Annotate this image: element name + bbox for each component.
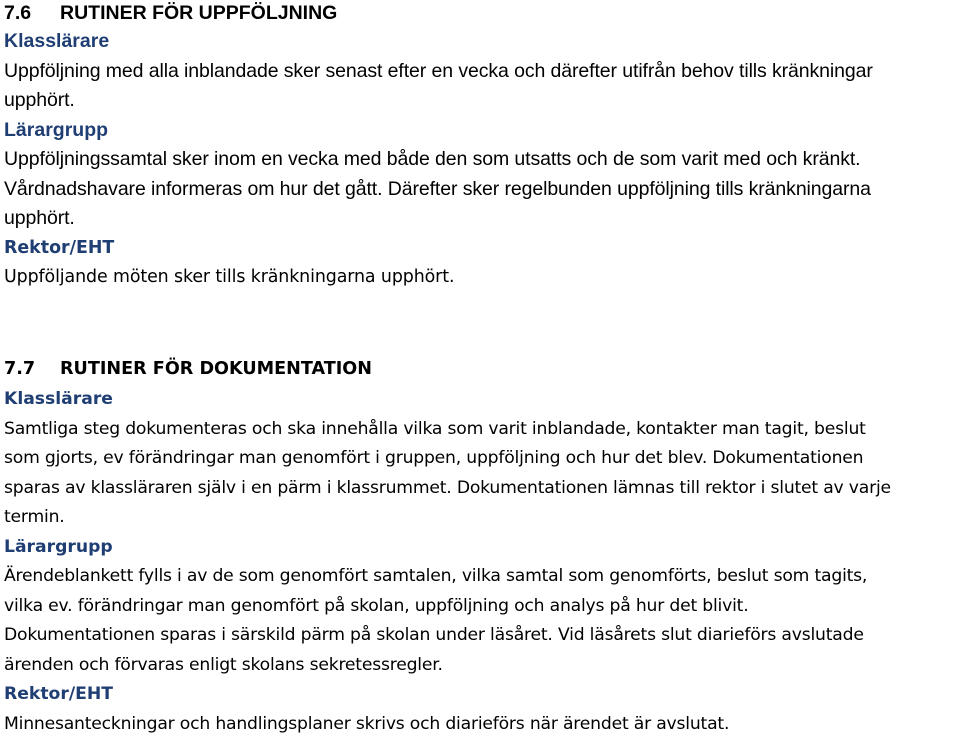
paragraph-line: vilka ev. förändringar man genomfört på skolan, uppföljning och analys på hur det blivit. xyxy=(4,595,749,616)
paragraph-line: upphört. xyxy=(4,89,75,111)
paragraph-line: Vårdnadshavare informeras om hur det gått. Därefter sker regelbunden uppföljning tills kränkningarna xyxy=(4,177,871,200)
paragraph-klasslarare xyxy=(4,415,954,533)
section-heading xyxy=(4,354,954,384)
paragraph-line: sparas av klassläraren själv i en pärm i klassrummet. Dokumentationen lämnas till rektor i slutet av varje xyxy=(4,477,891,498)
role-heading-rektor-eht: Rektor/EHT xyxy=(4,684,113,704)
section-dokumentation xyxy=(4,354,954,739)
paragraph-rektor-eht xyxy=(4,710,954,740)
paragraph-line: Dokumentationen sparas i särskild pärm på skolan under läsåret. Vid läsårets slut diarieförs avslutade xyxy=(4,625,864,645)
paragraph-rektor-eht xyxy=(4,263,954,293)
role-heading-larargrupp: Lärargrupp xyxy=(4,536,113,557)
paragraph-line: Ärendeblankett fylls i av de som genomfört samtalen, vilka samtal som genomförts, beslut som tagits, xyxy=(4,566,868,586)
section-title: RUTINER FÖR DOKUMENTATION xyxy=(60,359,372,379)
section-number: 7.7 xyxy=(4,359,36,379)
paragraph-line: termin. xyxy=(4,507,65,527)
role-heading-klasslarare: Klasslärare xyxy=(4,389,113,409)
paragraph-larargrupp xyxy=(4,145,954,234)
section-heading xyxy=(4,0,954,26)
section-number: 7.6 xyxy=(4,2,32,24)
paragraph-line: Minnesanteckningar och handlingsplaner skrivs och diarieförs när ärendet är avslutat. xyxy=(4,713,730,734)
paragraph-line: Uppföljningssamtal sker inom en vecka med både den som utsatts och de som varit med och kränkt. xyxy=(4,148,861,170)
paragraph-line: ärenden och förvaras enligt skolans sekretessregler. xyxy=(4,654,443,675)
paragraph-line: Samtliga steg dokumenteras och ska innehålla vilka som varit inblandade, kontakter man tagit, beslut xyxy=(4,418,866,439)
section-uppfoljning xyxy=(4,0,954,293)
paragraph-larargrupp xyxy=(4,562,954,680)
section-title: RUTINER FÖR UPPFÖLJNING xyxy=(60,2,338,24)
paragraph-klasslarare xyxy=(4,57,954,116)
paragraph-line: Uppföljning med alla inblandade sker senast efter en vecka och därefter utifrån behov tills kränkningar xyxy=(4,59,873,82)
paragraph-line: upphört. xyxy=(4,207,75,229)
role-heading-rektor-eht: Rektor/EHT xyxy=(4,237,115,258)
paragraph-line: Uppföljande möten sker tills kränkningarna upphört. xyxy=(4,267,455,287)
paragraph-line: som gjorts, ev förändringar man genomfört i gruppen, uppföljning och hur det blev. Dokumentationen xyxy=(4,448,864,468)
role-heading-larargrupp: Lärargrupp xyxy=(4,118,109,141)
role-heading-klasslarare: Klasslärare xyxy=(4,30,110,52)
